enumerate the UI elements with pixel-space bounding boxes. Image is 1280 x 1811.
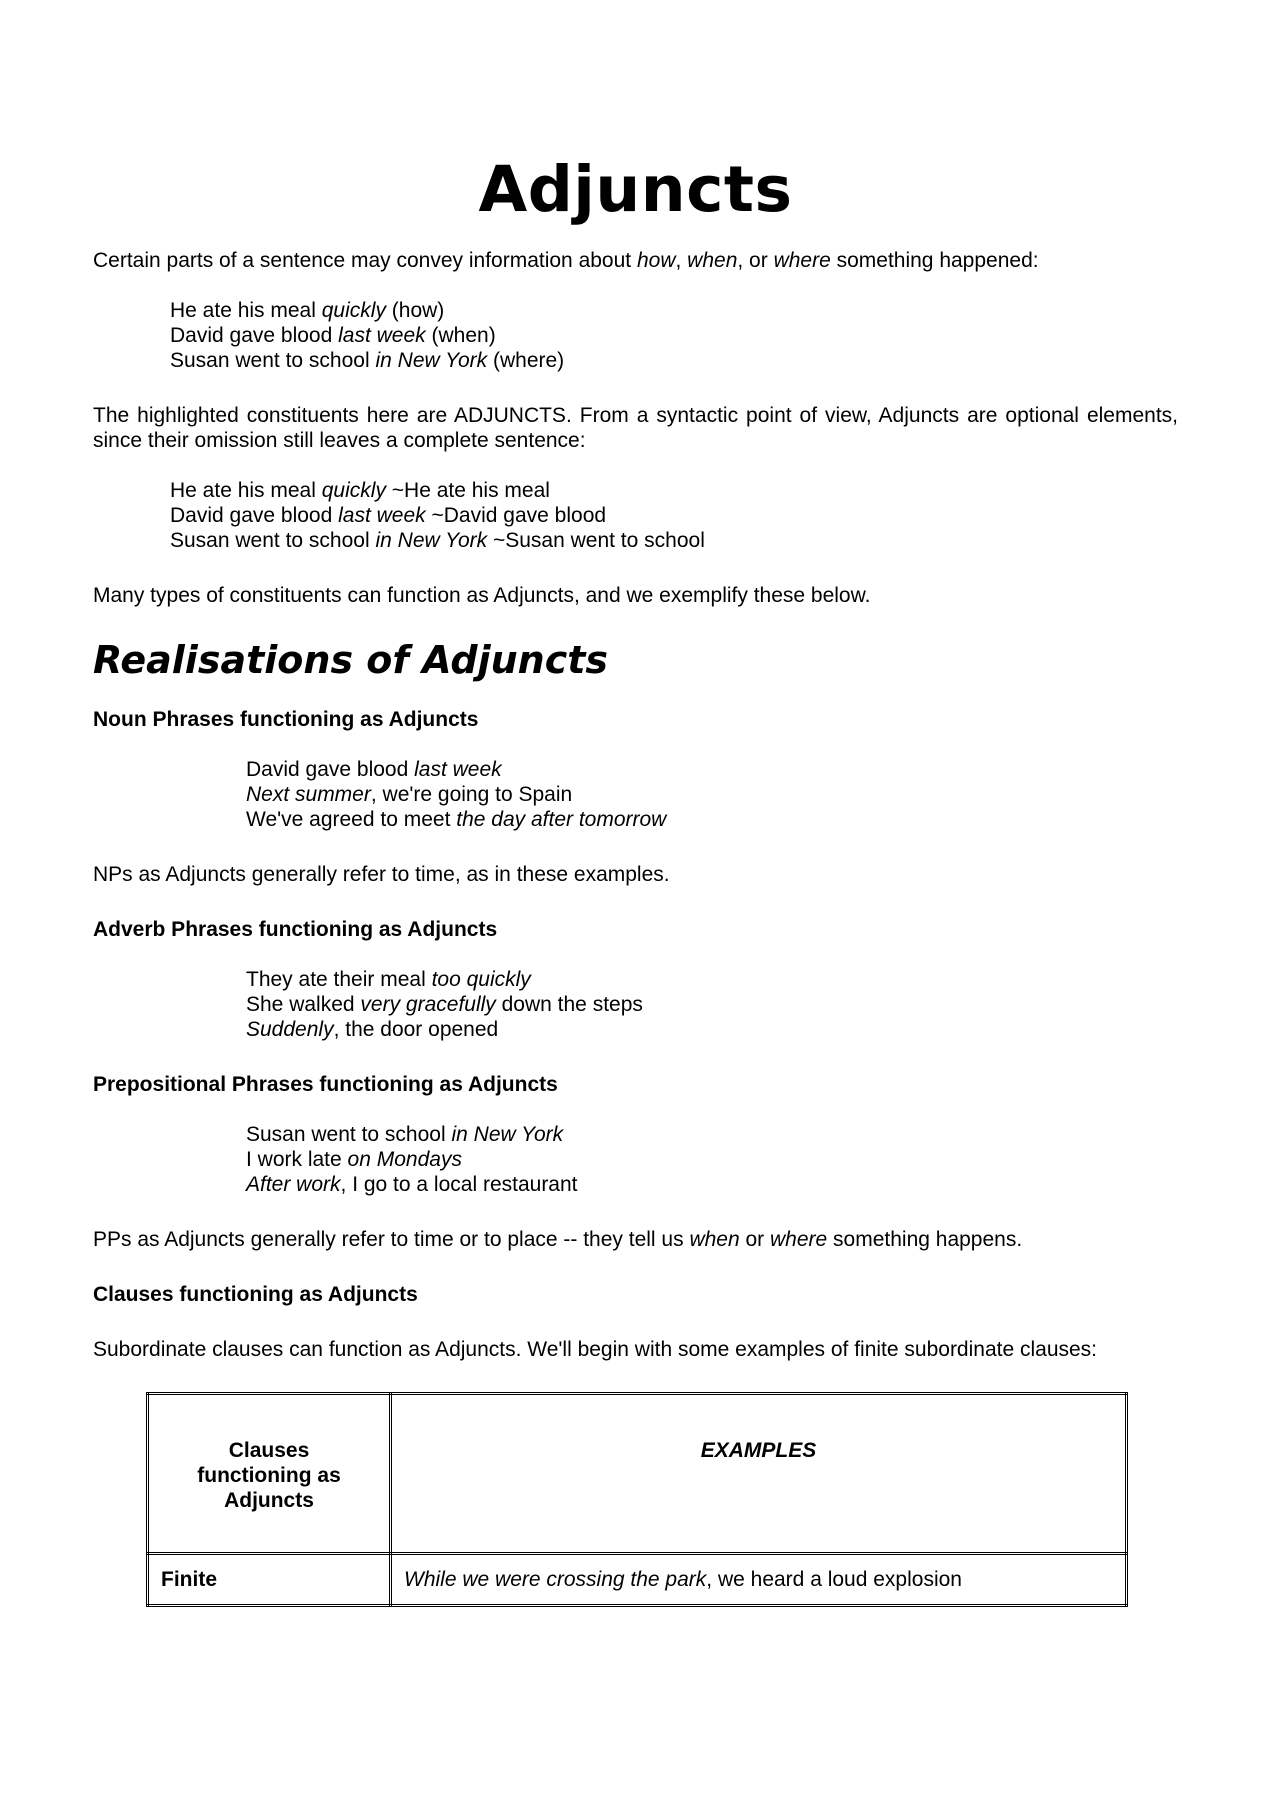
document-page [93,0,1178,1607]
example-text: (when) [425,324,496,347]
example-line [246,782,1178,807]
example-text: David gave blood [170,504,339,527]
example-line [246,807,1178,832]
adv-examples [93,967,1178,1042]
intro-sep: , or [737,249,774,272]
adv-heading: Adverb Phrases functioning as Adjuncts [93,918,498,941]
note-text: something happens. [827,1228,1023,1251]
example-text: (how) [385,299,445,322]
table-row [148,1554,1127,1606]
example-text: , we're going to Spain [370,783,573,806]
example-text: They ate their meal [246,968,432,991]
example-line [246,992,1178,1017]
example-line [246,757,1178,782]
note-when: when [689,1228,740,1251]
example-line [170,528,1178,553]
example-text: We've agreed to meet [246,808,457,831]
pp-heading: Prepositional Phrases functioning as Adjuncts [93,1073,558,1096]
header-cell-clauses [148,1394,391,1554]
example-text: He ate his meal [170,479,322,502]
example-adjunct: too quickly [431,968,531,991]
example-line [170,323,1178,348]
examples-block-1 [93,298,1178,373]
example-adjunct: last week [338,504,426,527]
example-adjunct: last week [338,324,426,347]
example-adjunct: Suddenly [246,1018,334,1041]
intro-how: how [636,249,676,272]
note-text: or [739,1228,770,1251]
example-adjunct: While we were crossing the park [404,1568,707,1591]
row-example-cell [391,1554,1127,1606]
example-text: David gave blood [170,324,339,347]
clauses-table [146,1392,1128,1607]
np-note: NPs as Adjuncts generally refer to time, as in these examples. [93,863,670,886]
pp-examples [93,1122,1178,1197]
example-text: He ate his meal [170,299,322,322]
example-text: Susan went to school [246,1123,452,1146]
adjuncts-definition-paragraph: The highlighted constituents here are ADJUNCTS. From a syntactic point of view, Adjuncts are optional elements, since their omission still leaves a complete sentence: [93,404,1178,452]
intro-text: something happened: [830,249,1039,272]
example-adjunct: the day after tomorrow [456,808,667,831]
example-adjunct: on Mondays [347,1148,462,1171]
example-text: , the door opened [333,1018,499,1041]
example-adjunct: last week [414,758,502,781]
np-examples [93,757,1178,832]
example-adjunct: in New York [375,529,488,552]
example-line [246,1147,1178,1172]
example-text: ~He ate his meal [385,479,550,502]
intro-paragraph [93,248,1178,273]
note-where: where [770,1228,828,1251]
clauses-intro: Subordinate clauses can function as Adjuncts. We'll begin with some examples of finite subordinate clauses: [93,1338,1098,1361]
intro-sep: , [675,249,688,272]
page-title: Adjuncts [478,153,793,226]
header-cell-examples: EXAMPLES [391,1394,1127,1554]
section-heading: Realisations of Adjuncts [93,638,609,682]
pp-note [93,1227,1178,1252]
example-text: down the steps [495,993,643,1016]
example-line [246,1172,1178,1197]
example-text: ~David gave blood [425,504,607,527]
example-adjunct: very gracefully [360,993,496,1016]
example-text: Susan went to school [170,349,376,372]
intro-when: when [687,249,738,272]
example-line [246,967,1178,992]
example-line [170,503,1178,528]
example-adjunct: in New York [375,349,488,372]
example-line [246,1122,1178,1147]
example-text: Susan went to school [170,529,376,552]
np-heading: Noun Phrases functioning as Adjuncts [93,708,479,731]
example-line [170,348,1178,373]
intro-where: where [773,249,831,272]
example-text: I work late [246,1148,348,1171]
example-adjunct: quickly [321,299,386,322]
header-clauses-text: Clauses functioning as Adjuncts [197,1439,341,1512]
table-header-row [148,1394,1127,1554]
example-adjunct: Next summer [246,783,371,806]
example-line [170,298,1178,323]
clauses-heading: Clauses functioning as Adjuncts [93,1283,418,1306]
example-text: She walked [246,993,361,1016]
example-line [170,478,1178,503]
example-text: , I go to a local restaurant [340,1173,578,1196]
example-text: David gave blood [246,758,415,781]
types-paragraph: Many types of constituents can function as Adjuncts, and we exemplify these below. [93,584,871,607]
intro-text: Certain parts of a sentence may convey information about [93,249,637,272]
example-adjunct: After work [246,1173,341,1196]
note-text: PPs as Adjuncts generally refer to time or to place -- they tell us [93,1228,690,1251]
example-adjunct: in New York [451,1123,564,1146]
example-adjunct: quickly [321,479,386,502]
row-type-cell: Finite [148,1554,391,1606]
example-text: ~Susan went to school [487,529,705,552]
examples-block-2 [93,478,1178,553]
example-text: , we heard a loud explosion [706,1568,962,1591]
example-text: (where) [487,349,565,372]
example-line [246,1017,1178,1042]
